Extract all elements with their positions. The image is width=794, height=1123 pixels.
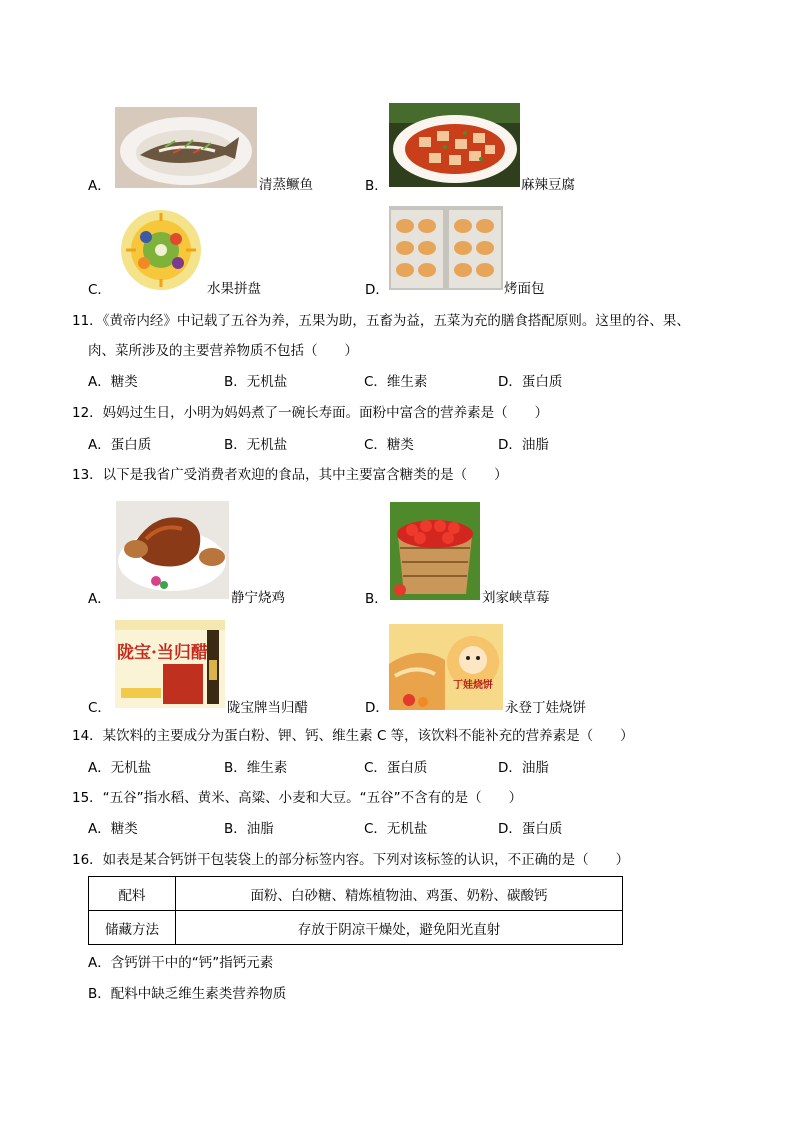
option-c: C．糖类 [364, 437, 414, 453]
question-11-text-cont: 肉、菜所涉及的主要营养物质不包括（ ） [88, 343, 358, 359]
question-11-text: 11．《黄帝内经》中记载了五谷为养，五果为助，五畜为益，五菜为充的膳食搭配原则。这里的谷、果、 [72, 313, 690, 329]
table-header-cell: 储藏方法 [89, 911, 176, 945]
option-label: 刘家峡草莓 [482, 590, 550, 606]
option-letter: B． [365, 591, 388, 607]
option-a: A．无机盐 [88, 760, 152, 776]
option-d: D．油脂 [498, 760, 549, 776]
option-label: 烤面包 [504, 281, 545, 297]
option-letter: A． [88, 591, 111, 607]
roast-chicken-photo [116, 501, 229, 599]
baked-cake-photo [389, 624, 503, 710]
table-cell: 面粉、白砂糖、精炼植物油、鸡蛋、奶粉、碳酸钙 [176, 877, 623, 911]
option-label: 清蒸鳜鱼 [259, 177, 313, 193]
option-b: B．维生素 [224, 760, 288, 776]
option-label: 永登丁娃烧饼 [505, 700, 586, 716]
table-row [89, 911, 623, 945]
question-16-text: 16．如表是某合钙饼干包装袋上的部分标签内容。下列对该标签的认识，不正确的是（ ） [72, 852, 630, 868]
option-c: C．维生素 [364, 374, 428, 390]
strawberry-basket-photo [390, 502, 480, 600]
question-14-text: 14．某饮料的主要成分为蛋白粉、钾、钙、维生素 C 等，该饮料不能补充的营养素是（ ） [72, 728, 634, 744]
option-label: 陇宝牌当归醋 [227, 700, 308, 716]
vinegar-product-photo [115, 620, 225, 708]
option-b: B．无机盐 [224, 437, 288, 453]
option-letter: B． [365, 178, 388, 194]
option-b: B．无机盐 [224, 374, 288, 390]
option-letter: A． [88, 178, 111, 194]
option-a: A．含钙饼干中的“钙”指钙元素 [88, 955, 274, 971]
option-c: C．无机盐 [364, 821, 428, 837]
option-d: D．油脂 [498, 437, 549, 453]
option-label: 麻辣豆腐 [521, 177, 575, 193]
table-header-cell: 配料 [89, 877, 176, 911]
option-b: B．油脂 [224, 821, 274, 837]
option-b: B．配料中缺乏维生素类营养物质 [88, 986, 287, 1002]
option-letter: D． [365, 700, 389, 716]
option-label: 水果拼盘 [207, 281, 261, 297]
mapo-tofu-photo [389, 103, 520, 187]
steamed-fish-photo [115, 107, 257, 188]
option-letter: C． [88, 282, 111, 298]
question-15-text: 15．“五谷”指水稻、黄米、高粱、小麦和大豆。“五谷”不含有的是（ ） [72, 790, 523, 806]
baked-bread-photo [389, 206, 503, 290]
table-cell: 存放于阴凉干燥处，避免阳光直射 [176, 911, 623, 945]
fruit-platter-photo [116, 209, 206, 291]
option-a: A．糖类 [88, 374, 138, 390]
option-c: C．蛋白质 [364, 760, 428, 776]
option-letter: D． [365, 282, 389, 298]
label-table [88, 876, 623, 945]
table-row [89, 877, 623, 911]
product-banner-text: 陇宝·当归醋 [117, 643, 208, 663]
product-logo-text: 丁娃烧饼 [453, 680, 493, 691]
question-13-text: 13．以下是我省广受消费者欢迎的食品，其中主要富含糖类的是（ ） [72, 467, 508, 483]
option-d: D．蛋白质 [498, 374, 563, 390]
option-letter: C． [88, 700, 111, 716]
option-a: A．糖类 [88, 821, 138, 837]
option-a: A．蛋白质 [88, 437, 152, 453]
option-label: 静宁烧鸡 [231, 590, 285, 606]
option-d: D．蛋白质 [498, 821, 563, 837]
question-12-text: 12．妈妈过生日，小明为妈妈煮了一碗长寿面。面粉中富含的营养素是（ ） [72, 405, 549, 421]
